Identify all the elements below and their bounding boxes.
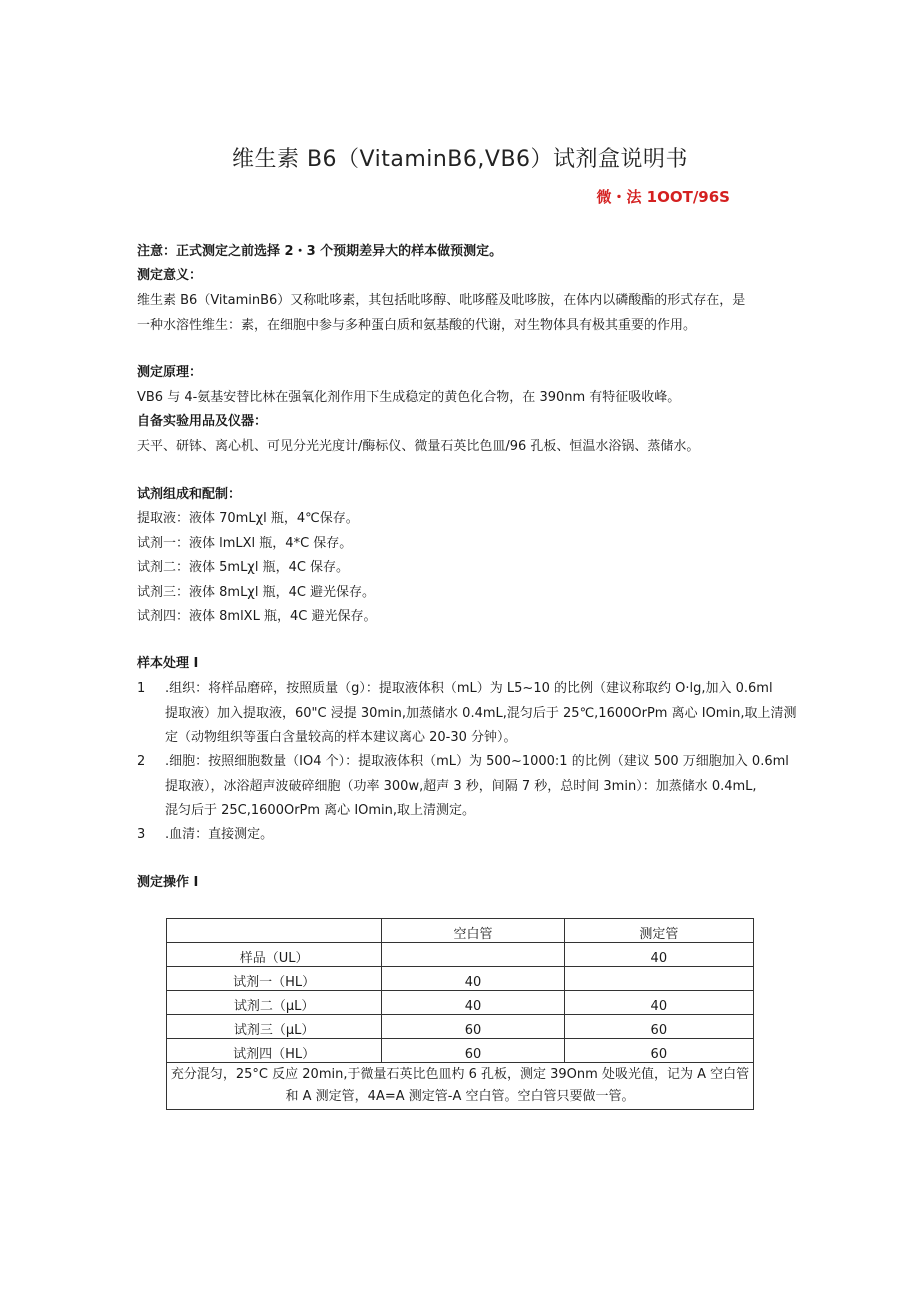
equipment-heading: 自备实验用品及仪器：: [137, 414, 268, 429]
table-note-row: [167, 1063, 754, 1110]
table-cell: 40: [382, 991, 564, 1015]
principle-heading: 测定原理：: [137, 365, 203, 380]
sample-item-number: 3: [137, 827, 146, 842]
table-cell: 40: [564, 943, 753, 967]
reagent-item: 试剂三：液体 8mLχl 瓶，4C 避光保存。: [137, 585, 376, 600]
sample-item-number: 2: [137, 754, 146, 769]
sample-item-line: .血清：直接测定。: [165, 827, 274, 842]
table-cell: 试剂一（HL）: [167, 967, 382, 991]
principle-text: VB6 与 4-氨基安替比林在强氧化剂作用下生成稳定的黄色化合物，在 390nm 有特征吸收峰。: [137, 390, 681, 405]
reagents-heading: 试剂组成和配制：: [137, 487, 242, 502]
table-cell: [564, 967, 753, 991]
table-header-row: [167, 919, 754, 943]
table-row: [167, 967, 754, 991]
table-note-cell: [167, 1063, 754, 1110]
table-cell: 60: [564, 1015, 753, 1039]
reagent-item: 试剂二：液体 5mLχl 瓶，4C 保存。: [137, 560, 350, 575]
table-note-line: 充分混匀，25°C 反应 20min,于微量石英比色皿杓 6 孔板，测定 39Onm 处吸光值，记为 A 空白管: [170, 1067, 750, 1082]
reagent-item: 试剂四：液体 8mlXL 瓶，4C 避光保存。: [137, 609, 377, 624]
table-cell: 60: [382, 1015, 564, 1039]
table-header-cell: [167, 919, 382, 943]
table-row: [167, 991, 754, 1015]
significance-line: 维生素 B6（VitaminB6）又称吡哆素，其包括吡哆醇、吡哆醛及吡哆胺，在体内以磷酸酯的形式存在，是: [137, 293, 746, 308]
table-cell: 40: [564, 991, 753, 1015]
sample-item-line: 定（动物组织等蛋白含量较高的样本建议离心 20-30 分钟）。: [165, 730, 517, 745]
significance-line: 一种水溶性维生：素，在细胞中参与多种蛋白质和氨基酸的代谢，对生物体具有极其重要的作用。: [137, 318, 697, 333]
table-cell: 试剂二（μL）: [167, 991, 382, 1015]
table-cell: 40: [382, 967, 564, 991]
precaution-note: 注意：正式测定之前选择 2・3 个预期差异大的样本做预测定。: [137, 244, 503, 259]
table-note-line: 和 A 测定管，4A=A 测定管-A 空白管。空白管只要做一管。: [285, 1089, 635, 1104]
operation-heading: 测定操作 I: [137, 875, 199, 890]
table-cell: 样品（UL）: [167, 943, 382, 967]
operation-table: [166, 918, 754, 1110]
table-cell: 60: [382, 1039, 564, 1063]
table-row: [167, 1015, 754, 1039]
reagent-item: 提取液：液体 70mLχl 瓶，4℃保存。: [137, 511, 359, 526]
table-cell: 试剂四（HL）: [167, 1039, 382, 1063]
table-row: [167, 1039, 754, 1063]
sample-item-line: .细胞：按照细胞数量（IO4 个）：提取液体积（mL）为 500~1000:1 的比例（建议 500 万细胞加入 0.6ml: [165, 754, 789, 769]
sample-item-line: 提取液）加入提取液，60"C 浸提 30min,加蒸储水 0.4mL,混匀后于 25℃,1600OrPm 离心 IOmin,取上清测: [165, 706, 797, 721]
sample-heading: 样本处理 I: [137, 656, 199, 671]
table-row: [167, 943, 754, 967]
reagent-item: 试剂一：液体 lmLXl 瓶，4*C 保存。: [137, 536, 353, 551]
document-title: 维生素 B6（VitaminB6,VB6）试剂盒说明书: [231, 147, 689, 172]
kit-spec: 微・法 1OOT/96S: [596, 188, 730, 206]
table-header-cell: 空白管: [382, 919, 564, 943]
sample-item-line: 混匀后于 25C,1600OrPm 离心 IOmin,取上清测定。: [165, 803, 476, 818]
table-header-cell: 测定管: [564, 919, 753, 943]
table-cell: 60: [564, 1039, 753, 1063]
table-cell: 试剂三（μL）: [167, 1015, 382, 1039]
sample-item-number: 1: [137, 681, 146, 696]
table-cell: [382, 943, 564, 967]
equipment-text: 天平、研钵、离心机、可见分光光度计/酶标仪、微量石英比色皿/96 孔板、恒温水浴锅、蒸储水。: [137, 439, 700, 454]
sample-item-line: .组织：将样品磨碎，按照质量（g）：提取液体积（mL）为 L5~10 的比例（建议称取约 O·lg,加入 0.6ml: [165, 681, 773, 696]
sample-item-line: 提取液），冰浴超声波破碎细胞（功率 300w,超声 3 秒，间隔 7 秒，总时间 3min）：加蒸储水 0.4mL,: [165, 779, 757, 794]
significance-heading: 测定意义：: [137, 268, 203, 283]
